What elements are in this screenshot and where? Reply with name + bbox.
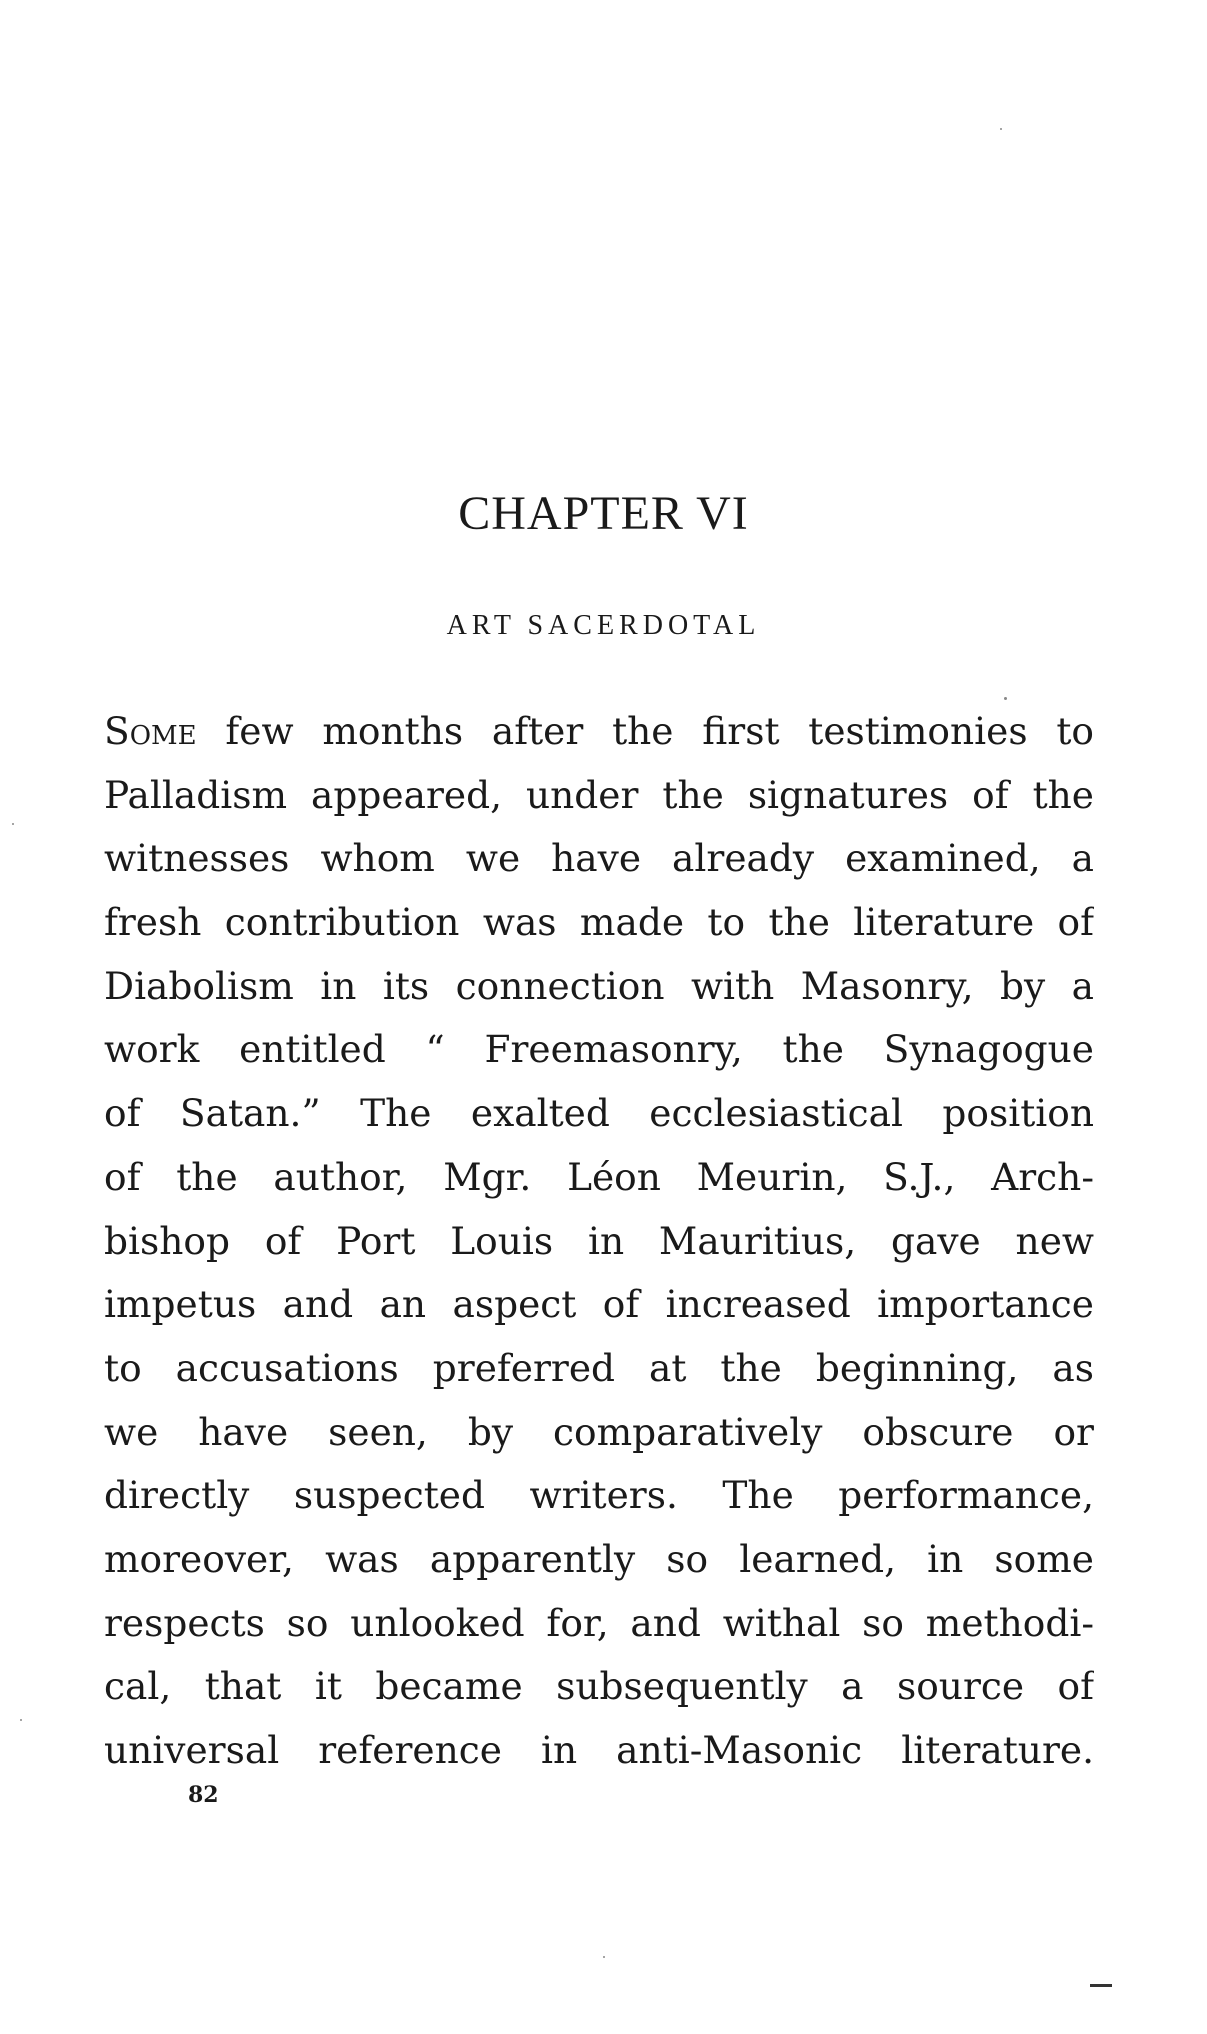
text-line: witnesses whom we have already examined, a xyxy=(104,836,1094,881)
text-line: we have seen, by comparatively obscure or xyxy=(104,1409,1094,1454)
body-paragraph xyxy=(104,700,1094,1783)
text-line: respects so unlooked for, and withal so methodi- xyxy=(104,1600,1094,1645)
text-line-content: few months after the first testimonies to xyxy=(196,709,1094,753)
text-line: Palladism appeared, under the signatures of the xyxy=(104,772,1094,817)
text-line: of Satan.” The exalted ecclesiastical position xyxy=(104,1091,1094,1136)
text-line: fresh contribution was made to the literature of xyxy=(104,900,1094,945)
scan-speck xyxy=(1004,697,1007,700)
text-line: cal, that it became subsequently a source of xyxy=(104,1664,1094,1709)
text-line: universal reference in anti-Masonic literature. xyxy=(104,1728,1094,1772)
page-number: 82 xyxy=(188,1782,219,1808)
scan-speck xyxy=(12,823,14,825)
text-line: Diabolism in its connection with Masonry, by a xyxy=(104,963,1094,1008)
scan-mark xyxy=(1090,1984,1112,1987)
text-line: impetus and an aspect of increased importance xyxy=(104,1282,1094,1327)
text-line: bishop of Port Louis in Mauritius, gave new xyxy=(104,1218,1094,1263)
scan-speck xyxy=(1000,128,1002,130)
opening-word: Some xyxy=(104,709,197,753)
scan-speck xyxy=(20,1719,22,1721)
text-line: moreover, was apparently so learned, in some xyxy=(104,1536,1094,1581)
text-line: of the author, Mgr. Léon Meurin, S.J., Arch- xyxy=(104,1154,1094,1199)
text-line: directly suspected writers. The performance, xyxy=(104,1473,1094,1518)
text-line: work entitled “ Freemasonry, the Synagogue xyxy=(104,1027,1094,1072)
chapter-title: CHAPTER VI xyxy=(458,487,749,540)
chapter-subtitle: ART SACERDOTAL xyxy=(446,610,761,641)
scan-speck xyxy=(603,1956,605,1958)
text-line: to accusations preferred at the beginning, as xyxy=(104,1345,1094,1390)
text-line xyxy=(104,700,1094,764)
